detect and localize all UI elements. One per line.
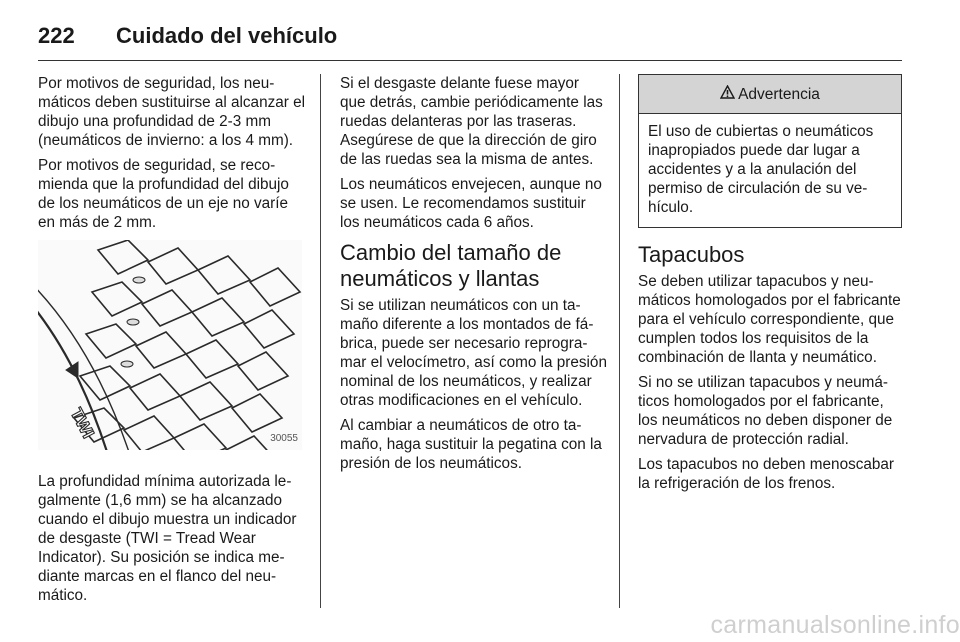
warning-triangle-icon xyxy=(720,85,735,99)
header-divider xyxy=(38,60,902,61)
paragraph-axle-difference: Por motivos de seguridad, se recomienda que la profundidad del dibujo de los neumáticos de un eje no varíe en más de 2 mm. xyxy=(38,157,289,231)
twi-marking: TWI xyxy=(66,404,98,442)
paragraph-tread-depth: Por motivos de seguridad, los neumáticos deben sustituirse al alcanzar el dibujo una profundidad de 2-3 mm (neumáticos de invierno: a los 4 mm). xyxy=(38,75,305,149)
page-header xyxy=(38,18,337,54)
warning-icon xyxy=(720,85,735,104)
column-divider-2 xyxy=(619,74,620,608)
warning-header xyxy=(639,75,901,114)
warning-box xyxy=(638,74,902,228)
tire-tread-drawing xyxy=(38,240,302,450)
paragraph-twi: La profundidad mínima autorizada legalmente (1,6 mm) se ha alcanzado cuando el dibujo muestra un indicador de desgaste (TWI = Tread Wear Indicator). Su posición se indica mediante marcas en el flanco del neumático. xyxy=(38,473,297,604)
paragraph-size-reprogram: Si se utilizan neumáticos con un tamaño diferente a los montados de fábrica, puede ser necesario reprogramar el velocímetro, así como la presión nominal de los neumáticos, y realizar otras modificaciones en el vehículo. xyxy=(340,297,607,409)
column-3 xyxy=(638,74,902,499)
paragraph-hubcaps-approved: Se deben utilizar tapacubos y neumáticos homologados por el fabricante para el vehículo correspondiente, que cumplen todos los requisitos de la combinación de llanta y neumático. xyxy=(638,273,901,366)
figure-number: 30055 xyxy=(270,433,298,444)
page-number: 222 xyxy=(38,23,75,48)
paragraph-hubcaps-rib: Si no se utilizan tapacubos y neumáticos homologados por el fabricante, los neumáticos no deben disponer de nervadura de protección radial. xyxy=(638,374,893,448)
warning-body: El uso de cubiertas o neumáticos inapropiados puede dar lugar a accidentes y a la anulación del permiso de circulación de su vehículo. xyxy=(648,123,874,216)
paragraph-size-sticker: Al cambiar a neumáticos de otro tamaño, haga sustituir la pegatina con la presión de los neumáticos. xyxy=(340,417,602,472)
heading-size-change: Cambio del tamaño de neumáticos y llantas xyxy=(340,240,562,291)
column-1 xyxy=(38,74,306,611)
warning-title: Advertencia xyxy=(738,85,820,103)
watermark: carmanualsonline.info xyxy=(710,611,960,639)
heading-hubcaps: Tapacubos xyxy=(638,242,745,267)
column-2 xyxy=(340,74,608,479)
paragraph-rotation: Si el desgaste delante fuese mayor que detrás, cambie periódicamente las ruedas delanteras por las traseras. Asegúrese de que la dirección de giro de las ruedas sea la misma de antes. xyxy=(340,75,603,168)
paragraph-hubcaps-cooling: Los tapacubos no deben menoscabar la refrigeración de los frenos. xyxy=(638,456,894,492)
section-title: Cuidado del vehículo xyxy=(116,23,338,48)
tire-tread-illustration xyxy=(38,240,302,450)
paragraph-aging: Los neumáticos envejecen, aunque no se usen. Le recomendamos sustituir los neumáticos cada 6 años. xyxy=(340,176,602,231)
column-divider-1 xyxy=(320,74,321,608)
